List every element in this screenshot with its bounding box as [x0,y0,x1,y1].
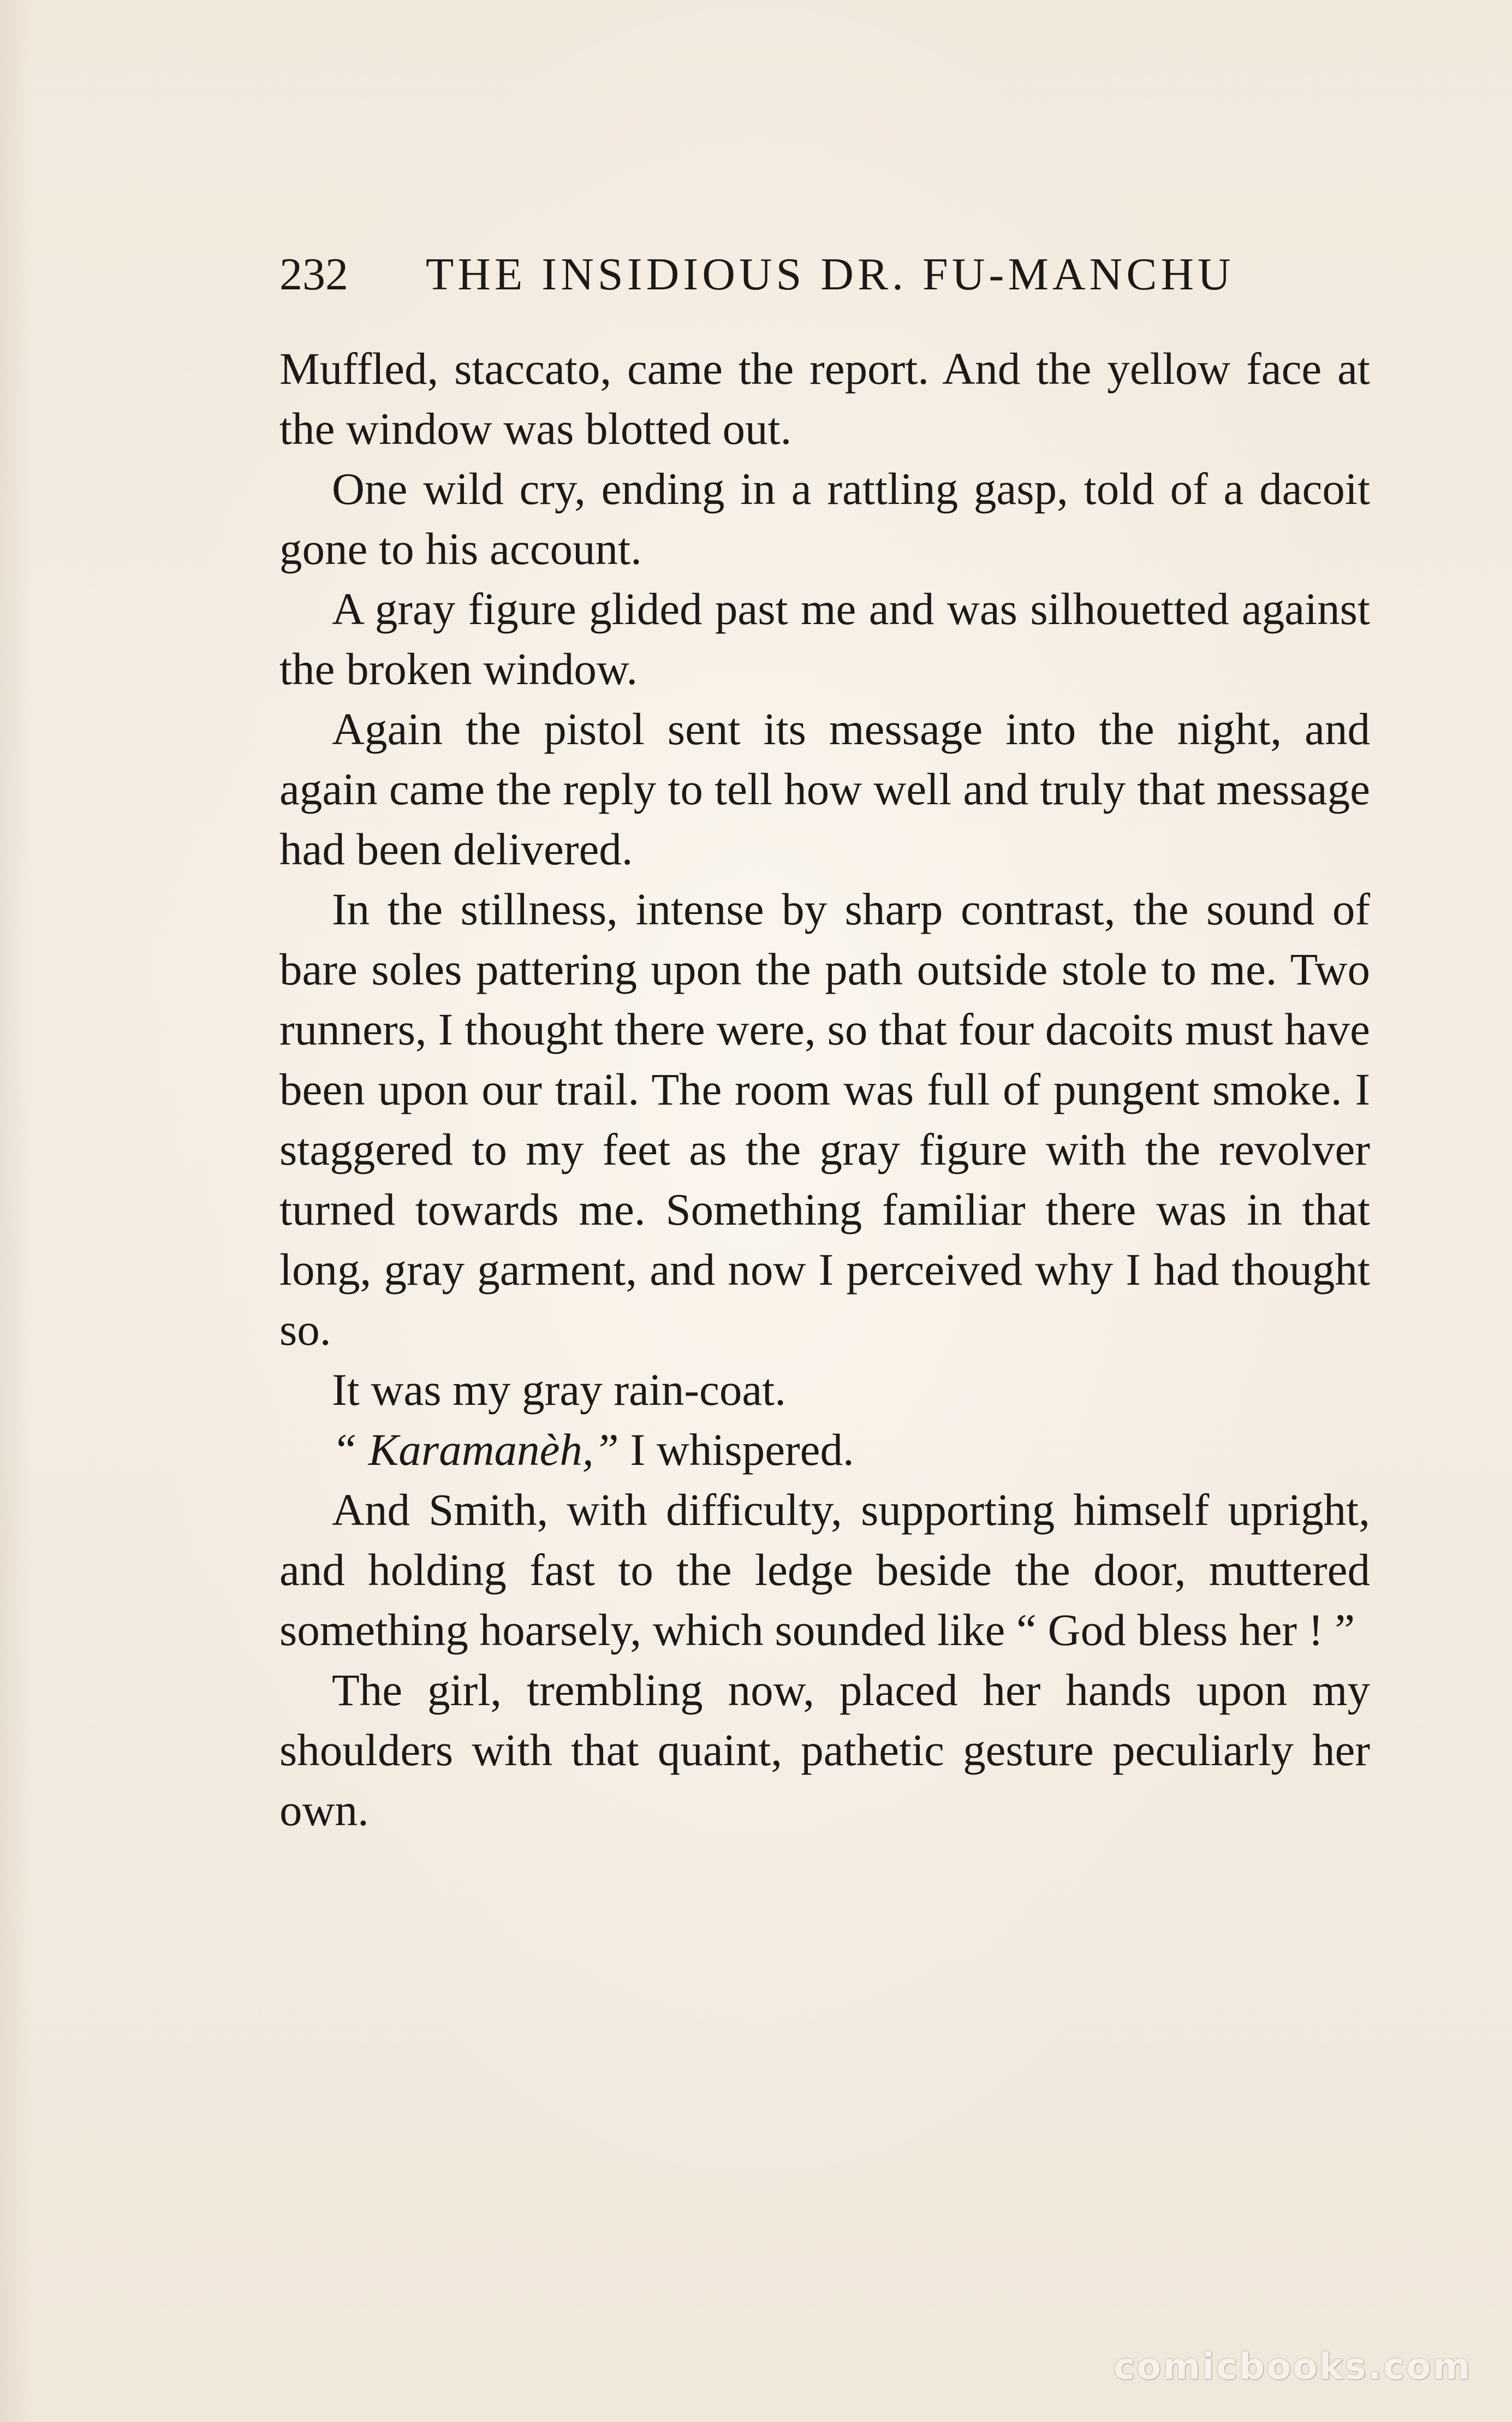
body-text [279,339,1370,1840]
paragraph-1: Muffled, staccato, came the report. And the yellow face at the window was blotted out. [279,343,1370,454]
page-header [279,245,1366,305]
paragraph-5: In the stillness, intense by sharp contrast, the sound of bare soles pattering upon the path outside stole to me. Two runners, I thought there were, so that four dacoits must have been upon our trail. The room was full of pungent smoke. I staggered to my feet as the gray figure with the revolver turned towards me. Something familiar there was in that long, gray garment, and now I perceived why I had thought so. [279,884,1370,1355]
paragraph-7-rest: I whispered. [618,1424,854,1475]
watermark: comicbooks.com [1114,2346,1472,2388]
paragraph-4: Again the pistol sent its message into the night, and again came the reply to tell how well and truly that message had been delivered. [279,704,1370,874]
running-title: THE INSIDIOUS DR. FU-MANCHU [426,249,1235,300]
paragraph-7 [279,1420,1370,1480]
paragraph-8: And Smith, with difficulty, supporting himself upright, and holding fast to the ledge beside the door, muttered something hoarsely, which sounded like “ God bless her ! ” [279,1485,1370,1655]
quoted-name: “ Karamanèh,” [332,1424,619,1475]
paragraph-6: It was my gray rain-coat. [332,1364,786,1415]
paragraph-3: A gray figure glided past me and was silhouetted against the broken window. [279,584,1370,694]
paragraph-2: One wild cry, ending in a rattling gasp, told of a dacoit gone to his account. [279,464,1370,574]
page-number: 232 [279,249,348,300]
paragraph-9: The girl, trembling now, placed her hands upon my shoulders with that quaint, pathetic gesture peculiarly her own. [279,1665,1370,1835]
page-gutter-shadow [0,0,33,2422]
